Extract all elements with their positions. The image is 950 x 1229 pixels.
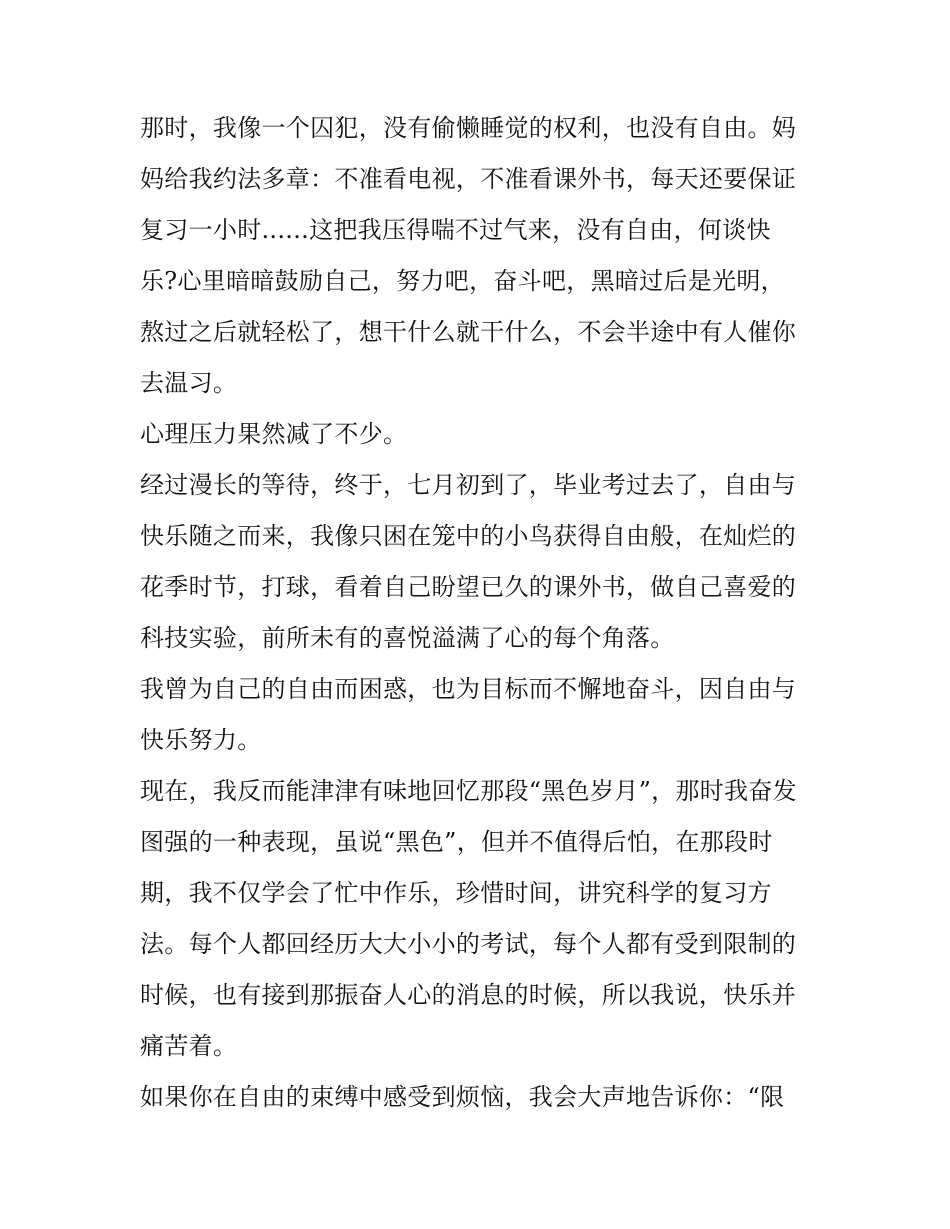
text-line: 去温习。: [140, 369, 238, 397]
text-line: 科技实验，前所未有的喜悦溢满了心的每个角落。: [140, 624, 675, 652]
text-line: 复习一小时......这把我压得喘不过气来，没有自由，何谈快: [140, 216, 771, 244]
text-line: 经过漫长的等待，终于，七月初到了，毕业考过去了，自由与: [140, 471, 797, 499]
text-line: 痛苦着。: [140, 1032, 238, 1060]
essay-text: [140, 103, 820, 1123]
text-line: 期，我不仅学会了忙中作乐，珍惜时间，讲究科学的复习方: [140, 879, 772, 907]
text-line: 如果你在自由的束缚中感受到烦恼，我会大声地告诉你：“限: [140, 1083, 785, 1111]
text-line: 熬过之后就轻松了，想干什么就干什么，不会半途中有人催你: [140, 318, 797, 346]
text-line: 快乐随之而来，我像只困在笼中的小鸟获得自由般，在灿烂的: [140, 522, 797, 550]
text-line: 乐?心里暗暗鼓励自己，努力吧，奋斗吧，黑暗过后是光明，: [140, 267, 785, 295]
text-line: 我曾为自己的自由而困惑，也为目标而不懈地奋斗，因自由与: [140, 675, 797, 703]
text-line: 那时，我像一个囚犯，没有偷懒睡觉的权利，也没有自由。妈: [140, 114, 797, 142]
text-line: 时候，也有接到那振奋人心的消息的时候，所以我说，快乐并: [140, 981, 797, 1009]
text-line: 花季时节，打球，看着自己盼望已久的课外书，做自己喜爱的: [140, 573, 797, 601]
text-line: 图强的一种表现，虽说“黑色”，但并不值得后怕，在那段时: [140, 828, 773, 856]
text-line: 快乐努力。: [140, 726, 262, 754]
text-line: 妈给我约法多章：不准看电视，不准看课外书，每天还要保证: [140, 165, 797, 193]
text-line: 心理压力果然减了不少。: [140, 420, 408, 448]
text-line: 现在，我反而能津津有味地回忆那段“黑色岁月”，那时我奋发: [140, 777, 797, 805]
text-line: 法。每个人都回经历大大小小的考试，每个人都有受到限制的: [140, 930, 797, 958]
